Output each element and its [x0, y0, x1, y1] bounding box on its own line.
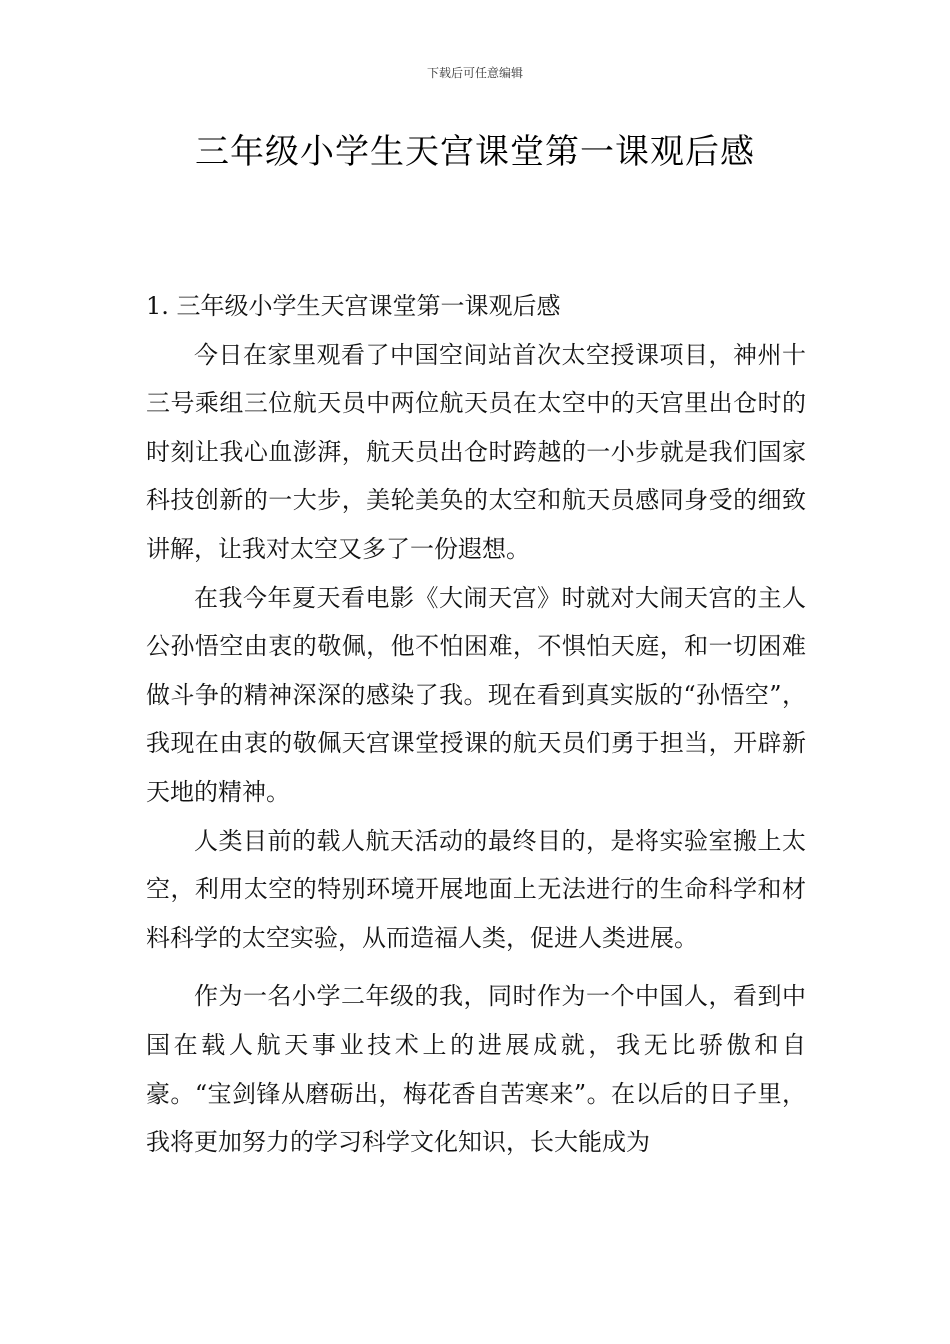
paragraph-2: 在我今年夏天看电影《大闹天宫》时就对大闹天宫的主人公孙悟空由衷的敬佩，他不怕困难，不惧怕天庭，和一切困难做斗争的精神深深的感染了我。现在看到真实版的“孙悟空”，我现在由衷的敬佩天宫课堂授课的航天员们勇于担当，开辟新天地的精神。 [146, 583, 806, 806]
paragraph-1: 今日在家里观看了中国空间站首次太空授课项目，神州十三号乘组三位航天员中两位航天员在太空中的天宫里出仓时的时刻让我心血澎湃，航天员出仓时跨越的一小步就是我们国家科技创新的一大步，美轮美奂的太空和航天员感同身受的细致讲解，让我对太空又多了一份遐想。 [146, 340, 806, 563]
header-note: 下载后可任意编辑 [426, 66, 523, 80]
section-heading: 1. 三年级小学生天宫课堂第一课观后感 [146, 292, 561, 320]
document-body [146, 282, 806, 1167]
document-title: 三年级小学生天宫课堂第一课观后感 [195, 132, 755, 172]
paragraph-3: 人类目前的载人航天活动的最终目的，是将实验室搬上太空，利用太空的特别环境开展地面上无法进行的生命科学和材料科学的太空实验，从而造福人类，促进人类进展。 [146, 826, 806, 952]
paragraph-4: 作为一名小学二年级的我，同时作为一个中国人，看到中国在载人航天事业技术上的进展成就，我无比骄傲和自豪。“宝剑锋从磨砺出，梅花香自苦寒来”。在以后的日子里，我将更加努力的学习科学文化知识，长大能成为 [146, 982, 806, 1157]
